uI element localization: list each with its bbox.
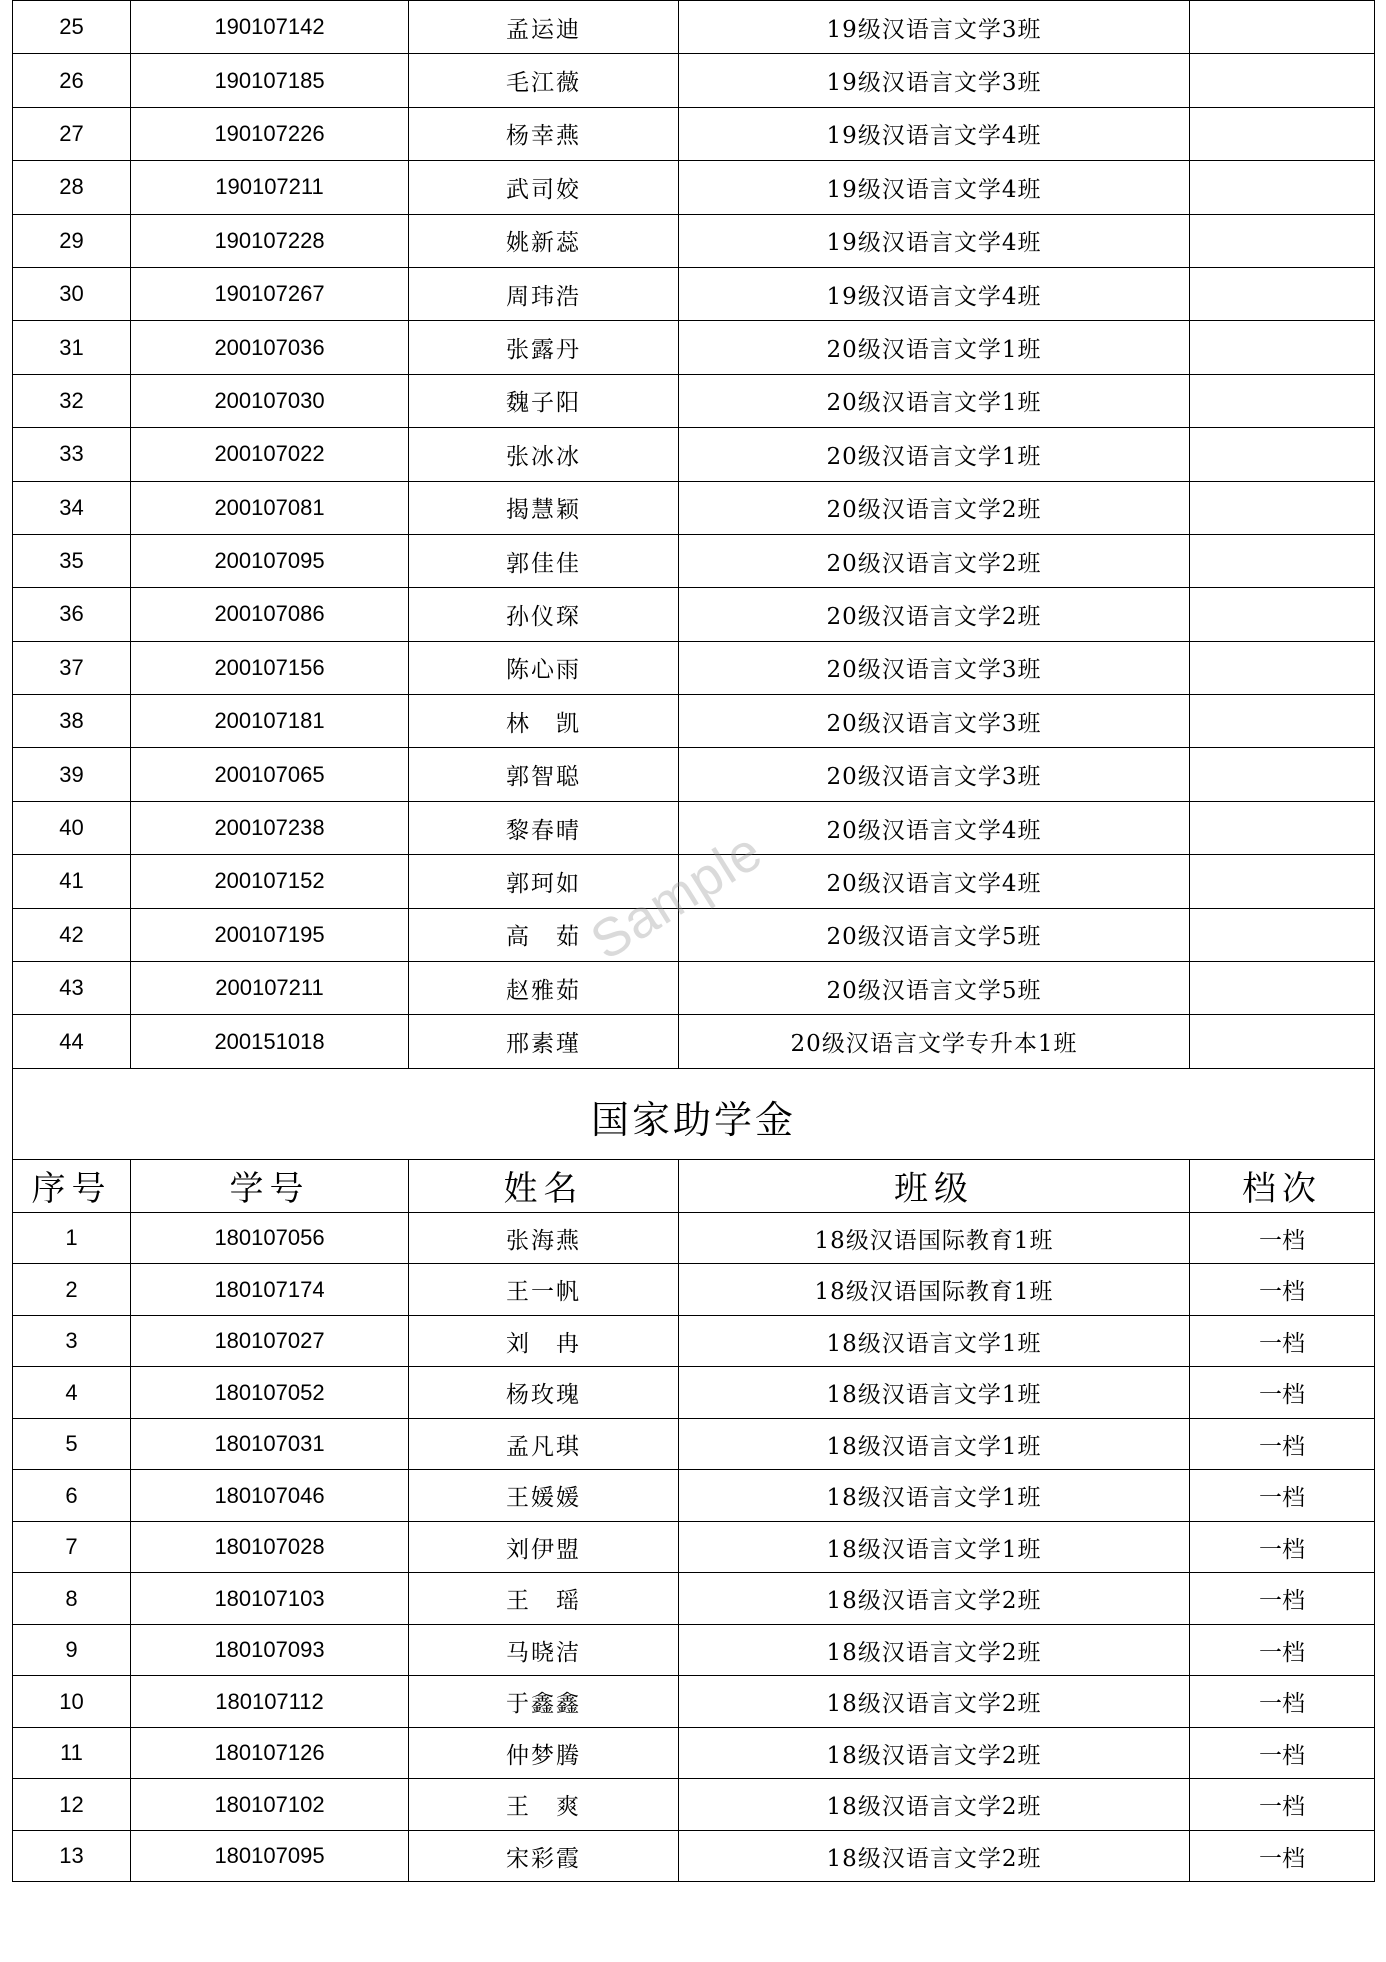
student-name: 林 凯 [409, 695, 679, 748]
student-id: 200107181 [131, 695, 409, 748]
row-number: 3 [13, 1315, 131, 1367]
grant-level [1190, 534, 1375, 587]
row-number: 11 [13, 1727, 131, 1779]
student-name: 揭慧颖 [409, 481, 679, 534]
table-row [13, 588, 1375, 641]
student-id: 190107142 [131, 1, 409, 54]
class-name: 18级汉语言文学1班 [679, 1315, 1190, 1367]
student-id: 200107095 [131, 534, 409, 587]
class-name: 19级汉语言文学3班 [679, 1, 1190, 54]
sample-watermark: Sample [580, 820, 773, 972]
table-row [13, 1727, 1375, 1779]
student-name: 杨幸燕 [409, 107, 679, 160]
grant-level [1190, 54, 1375, 107]
grant-level [1190, 161, 1375, 214]
section-title: 国家助学金 [13, 1068, 1375, 1159]
class-name: 18级汉语言文学2班 [679, 1830, 1190, 1882]
student-name: 于鑫鑫 [409, 1676, 679, 1728]
grant-level [1190, 641, 1375, 694]
table-row [13, 54, 1375, 107]
class-name: 20级汉语言文学3班 [679, 641, 1190, 694]
student-id: 180107102 [131, 1779, 409, 1831]
student-id: 180107095 [131, 1830, 409, 1882]
student-id: 180107126 [131, 1727, 409, 1779]
table-row [13, 641, 1375, 694]
student-id: 200107156 [131, 641, 409, 694]
grant-level [1190, 374, 1375, 427]
row-number: 31 [13, 321, 131, 374]
grant-level [1190, 214, 1375, 267]
class-name: 18级汉语言文学2班 [679, 1573, 1190, 1625]
grant-level: 一档 [1190, 1573, 1375, 1625]
grant-level [1190, 1015, 1375, 1068]
row-number: 2 [13, 1264, 131, 1316]
table-row [13, 908, 1375, 961]
table-row [13, 1264, 1375, 1316]
section-title-row [13, 1068, 1375, 1159]
row-number: 41 [13, 855, 131, 908]
table-row [13, 1624, 1375, 1676]
student-table [12, 0, 1375, 1882]
row-number: 36 [13, 588, 131, 641]
class-name: 18级汉语言文学2班 [679, 1779, 1190, 1831]
header-row [13, 1159, 1375, 1212]
student-name: 王 爽 [409, 1779, 679, 1831]
student-name: 张海燕 [409, 1212, 679, 1264]
grant-level [1190, 481, 1375, 534]
table-row [13, 1470, 1375, 1522]
class-name: 20级汉语言文学2班 [679, 481, 1190, 534]
student-id: 180107028 [131, 1521, 409, 1573]
student-name: 陈心雨 [409, 641, 679, 694]
header-level: 档次 [1190, 1159, 1375, 1212]
class-name: 20级汉语言文学5班 [679, 962, 1190, 1015]
student-name: 郭佳佳 [409, 534, 679, 587]
class-name: 20级汉语言文学4班 [679, 801, 1190, 854]
table-row [13, 1212, 1375, 1264]
table-row [13, 1676, 1375, 1728]
header-id: 学号 [131, 1159, 409, 1212]
student-name: 周玮浩 [409, 267, 679, 320]
row-number: 9 [13, 1624, 131, 1676]
header-no: 序号 [13, 1159, 131, 1212]
table-row [13, 1367, 1375, 1419]
row-number: 33 [13, 428, 131, 481]
document-sheet [12, 0, 1374, 1882]
student-id: 190107228 [131, 214, 409, 267]
class-name: 18级汉语言文学2班 [679, 1727, 1190, 1779]
class-name: 18级汉语国际教育1班 [679, 1264, 1190, 1316]
student-id: 180107174 [131, 1264, 409, 1316]
table-row [13, 1830, 1375, 1882]
student-id: 200107030 [131, 374, 409, 427]
grant-level [1190, 855, 1375, 908]
row-number: 44 [13, 1015, 131, 1068]
row-number: 38 [13, 695, 131, 748]
student-name: 刘伊盟 [409, 1521, 679, 1573]
student-id: 200107086 [131, 588, 409, 641]
table-row [13, 1015, 1375, 1068]
class-name: 20级汉语言文学专升本1班 [679, 1015, 1190, 1068]
class-name: 20级汉语言文学4班 [679, 855, 1190, 908]
student-name: 杨玫瑰 [409, 1367, 679, 1419]
table-row [13, 267, 1375, 320]
table-row [13, 1779, 1375, 1831]
student-id: 180107093 [131, 1624, 409, 1676]
class-name: 20级汉语言文学2班 [679, 588, 1190, 641]
student-name: 赵雅茹 [409, 962, 679, 1015]
grant-level [1190, 695, 1375, 748]
table-row [13, 161, 1375, 214]
grant-level: 一档 [1190, 1779, 1375, 1831]
student-name: 魏子阳 [409, 374, 679, 427]
student-id: 190107211 [131, 161, 409, 214]
student-id: 190107185 [131, 54, 409, 107]
table-row [13, 962, 1375, 1015]
row-number: 13 [13, 1830, 131, 1882]
grant-level: 一档 [1190, 1264, 1375, 1316]
table-row [13, 695, 1375, 748]
class-name: 18级汉语言文学1班 [679, 1367, 1190, 1419]
table-row [13, 428, 1375, 481]
grant-level: 一档 [1190, 1727, 1375, 1779]
student-id: 180107112 [131, 1676, 409, 1728]
class-name: 20级汉语言文学5班 [679, 908, 1190, 961]
student-id: 200107036 [131, 321, 409, 374]
grant-level: 一档 [1190, 1470, 1375, 1522]
student-id: 200107238 [131, 801, 409, 854]
student-id: 190107267 [131, 267, 409, 320]
row-number: 32 [13, 374, 131, 427]
class-name: 19级汉语言文学4班 [679, 214, 1190, 267]
student-id: 200107195 [131, 908, 409, 961]
student-name: 高 茹 [409, 908, 679, 961]
grant-level: 一档 [1190, 1212, 1375, 1264]
row-number: 1 [13, 1212, 131, 1264]
student-id: 200107022 [131, 428, 409, 481]
student-name: 邢素瑾 [409, 1015, 679, 1068]
student-id: 180107052 [131, 1367, 409, 1419]
class-name: 18级汉语言文学1班 [679, 1521, 1190, 1573]
student-name: 孙仪琛 [409, 588, 679, 641]
class-name: 19级汉语言文学4班 [679, 267, 1190, 320]
row-number: 6 [13, 1470, 131, 1522]
table-row [13, 1573, 1375, 1625]
row-number: 10 [13, 1676, 131, 1728]
class-name: 18级汉语言文学2班 [679, 1624, 1190, 1676]
class-name: 19级汉语言文学4班 [679, 161, 1190, 214]
row-number: 8 [13, 1573, 131, 1625]
class-name: 19级汉语言文学4班 [679, 107, 1190, 160]
student-name: 孟凡琪 [409, 1418, 679, 1470]
row-number: 7 [13, 1521, 131, 1573]
table-row [13, 855, 1375, 908]
class-name: 20级汉语言文学2班 [679, 534, 1190, 587]
student-id: 180107046 [131, 1470, 409, 1522]
row-number: 28 [13, 161, 131, 214]
grant-level: 一档 [1190, 1418, 1375, 1470]
row-number: 12 [13, 1779, 131, 1831]
student-name: 仲梦腾 [409, 1727, 679, 1779]
grant-list-rows [13, 1212, 1375, 1882]
student-name: 郭珂如 [409, 855, 679, 908]
student-id: 200107211 [131, 962, 409, 1015]
row-number: 25 [13, 1, 131, 54]
class-name: 20级汉语言文学3班 [679, 748, 1190, 801]
class-name: 18级汉语言文学1班 [679, 1418, 1190, 1470]
student-id: 200107065 [131, 748, 409, 801]
student-id: 180107031 [131, 1418, 409, 1470]
table-row [13, 1418, 1375, 1470]
grant-level: 一档 [1190, 1521, 1375, 1573]
row-number: 42 [13, 908, 131, 961]
table-row [13, 534, 1375, 587]
previous-list-rows [13, 1, 1375, 1069]
row-number: 30 [13, 267, 131, 320]
class-name: 18级汉语言文学1班 [679, 1470, 1190, 1522]
grant-level: 一档 [1190, 1624, 1375, 1676]
row-number: 26 [13, 54, 131, 107]
row-number: 4 [13, 1367, 131, 1419]
student-id: 190107226 [131, 107, 409, 160]
grant-level [1190, 1, 1375, 54]
header-class: 班级 [679, 1159, 1190, 1212]
student-id: 180107103 [131, 1573, 409, 1625]
student-name: 姚新蕊 [409, 214, 679, 267]
student-id: 200107081 [131, 481, 409, 534]
row-number: 34 [13, 481, 131, 534]
student-id: 200151018 [131, 1015, 409, 1068]
student-name: 王一帆 [409, 1264, 679, 1316]
row-number: 40 [13, 801, 131, 854]
student-name: 马晓洁 [409, 1624, 679, 1676]
grant-level: 一档 [1190, 1367, 1375, 1419]
table-row [13, 481, 1375, 534]
grant-level [1190, 748, 1375, 801]
row-number: 27 [13, 107, 131, 160]
student-name: 王媛媛 [409, 1470, 679, 1522]
table-row [13, 1315, 1375, 1367]
row-number: 39 [13, 748, 131, 801]
student-name: 孟运迪 [409, 1, 679, 54]
grant-level [1190, 267, 1375, 320]
class-name: 20级汉语言文学3班 [679, 695, 1190, 748]
grant-level: 一档 [1190, 1676, 1375, 1728]
table-row [13, 748, 1375, 801]
class-name: 20级汉语言文学1班 [679, 374, 1190, 427]
grant-level: 一档 [1190, 1315, 1375, 1367]
grant-level [1190, 428, 1375, 481]
student-name: 张冰冰 [409, 428, 679, 481]
grant-level [1190, 801, 1375, 854]
student-name: 宋彩霞 [409, 1830, 679, 1882]
table-row [13, 107, 1375, 160]
grant-level [1190, 588, 1375, 641]
grant-section [13, 1068, 1375, 1212]
student-name: 毛江薇 [409, 54, 679, 107]
grant-level [1190, 321, 1375, 374]
table-row [13, 321, 1375, 374]
student-id: 180107027 [131, 1315, 409, 1367]
class-name: 20级汉语言文学1班 [679, 428, 1190, 481]
table-row [13, 1521, 1375, 1573]
student-id: 200107152 [131, 855, 409, 908]
class-name: 18级汉语国际教育1班 [679, 1212, 1190, 1264]
table-row [13, 801, 1375, 854]
row-number: 37 [13, 641, 131, 694]
student-name: 郭智聪 [409, 748, 679, 801]
grant-level [1190, 962, 1375, 1015]
row-number: 5 [13, 1418, 131, 1470]
student-name: 王 瑶 [409, 1573, 679, 1625]
grant-level [1190, 107, 1375, 160]
class-name: 19级汉语言文学3班 [679, 54, 1190, 107]
student-id: 180107056 [131, 1212, 409, 1264]
table-row [13, 374, 1375, 427]
class-name: 18级汉语言文学2班 [679, 1676, 1190, 1728]
student-name: 张露丹 [409, 321, 679, 374]
row-number: 43 [13, 962, 131, 1015]
grant-level [1190, 908, 1375, 961]
student-name: 刘 冉 [409, 1315, 679, 1367]
student-name: 武司姣 [409, 161, 679, 214]
header-name: 姓名 [409, 1159, 679, 1212]
row-number: 29 [13, 214, 131, 267]
class-name: 20级汉语言文学1班 [679, 321, 1190, 374]
row-number: 35 [13, 534, 131, 587]
table-row [13, 214, 1375, 267]
table-row [13, 1, 1375, 54]
student-name: 黎春晴 [409, 801, 679, 854]
grant-level: 一档 [1190, 1830, 1375, 1882]
